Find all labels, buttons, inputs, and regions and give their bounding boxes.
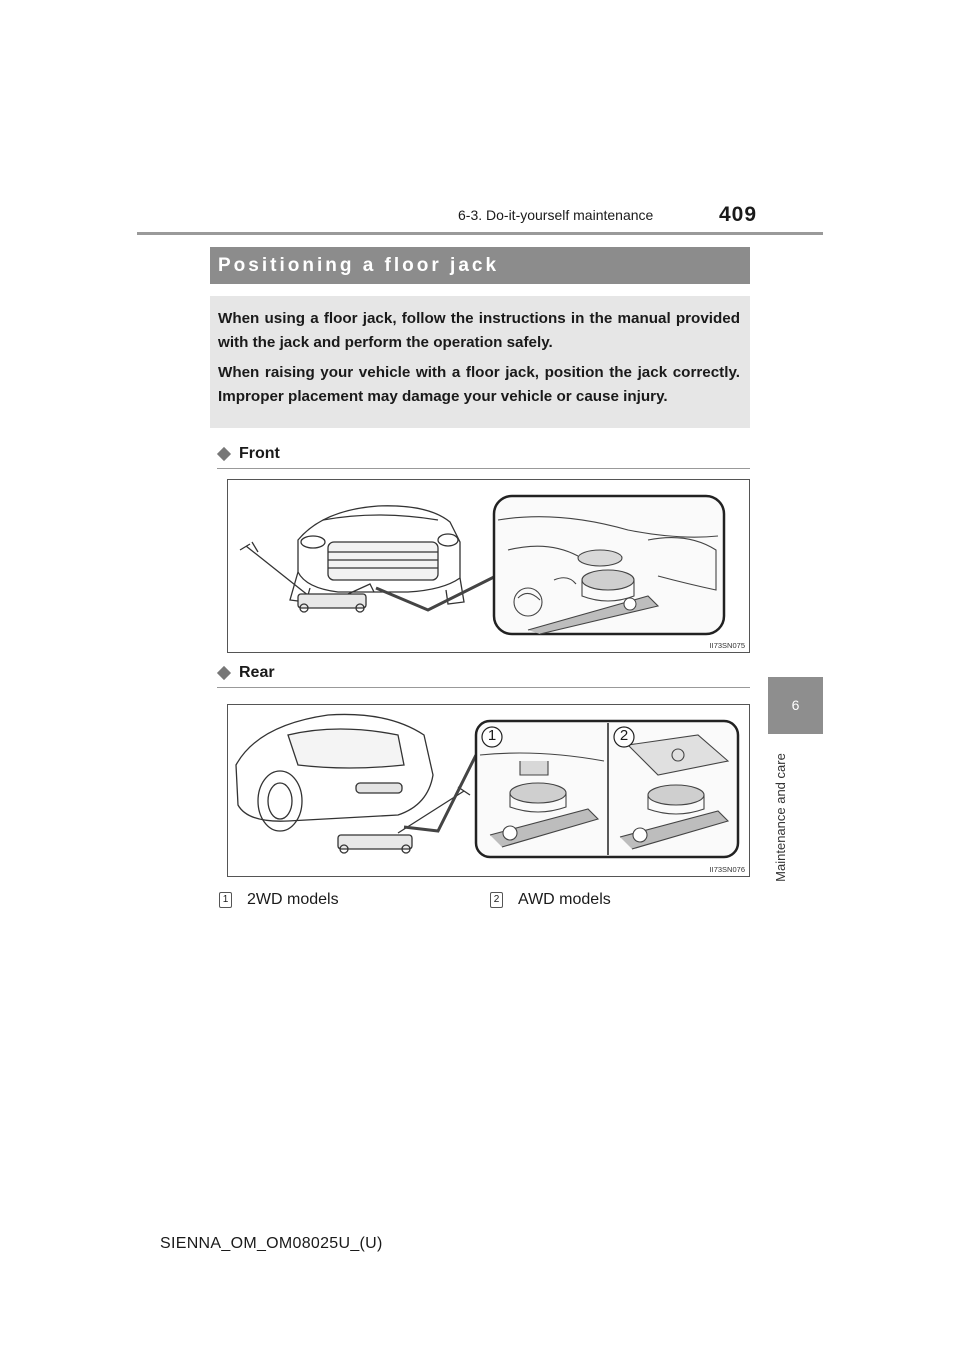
callout-2: 2 bbox=[619, 727, 629, 744]
chapter-label bbox=[769, 745, 795, 890]
diamond-bullet-icon bbox=[217, 666, 231, 680]
front-figure-code: II73SN075 bbox=[709, 641, 745, 650]
rear-jack-illustration bbox=[227, 704, 750, 877]
intro-box bbox=[210, 296, 750, 428]
caption-number-1: 1 bbox=[219, 892, 232, 908]
caption-number-2: 2 bbox=[490, 892, 503, 908]
front-jack-illustration bbox=[227, 479, 750, 653]
rear-rule bbox=[217, 687, 750, 688]
chapter-label-text: Maintenance and care bbox=[773, 753, 788, 882]
section-reference: 6-3. Do-it-yourself maintenance bbox=[458, 207, 654, 223]
header-rule bbox=[137, 232, 823, 235]
rear-heading bbox=[217, 664, 275, 682]
front-heading bbox=[217, 445, 280, 463]
caption-text-1: 2WD models bbox=[247, 891, 339, 908]
front-heading-text: Front bbox=[239, 445, 280, 462]
intro-paragraph-1: When using a floor jack, follow the instructions in the manual provided with the jack and perform the operation safely. bbox=[218, 310, 740, 351]
page-number: 409 bbox=[719, 203, 758, 226]
document-code: SIENNA_OM_OM08025U_(U) bbox=[160, 1235, 383, 1252]
caption-awd bbox=[490, 891, 611, 909]
intro-paragraph-2: When raising your vehicle with a floor jack, position the jack correctly. Improper placement may damage your vehicle or cause injury. bbox=[218, 364, 740, 405]
caption-2wd bbox=[219, 891, 339, 909]
front-illustration-drawing bbox=[228, 480, 750, 653]
caption-text-2: AWD models bbox=[518, 891, 611, 908]
front-rule bbox=[217, 468, 750, 469]
section-title: Positioning a floor jack bbox=[210, 247, 750, 284]
rear-heading-text: Rear bbox=[239, 664, 275, 681]
chapter-tab: 6 bbox=[768, 677, 823, 734]
rear-figure-code: II73SN076 bbox=[709, 865, 745, 874]
callout-1: 1 bbox=[487, 727, 497, 744]
diamond-bullet-icon bbox=[217, 447, 231, 461]
